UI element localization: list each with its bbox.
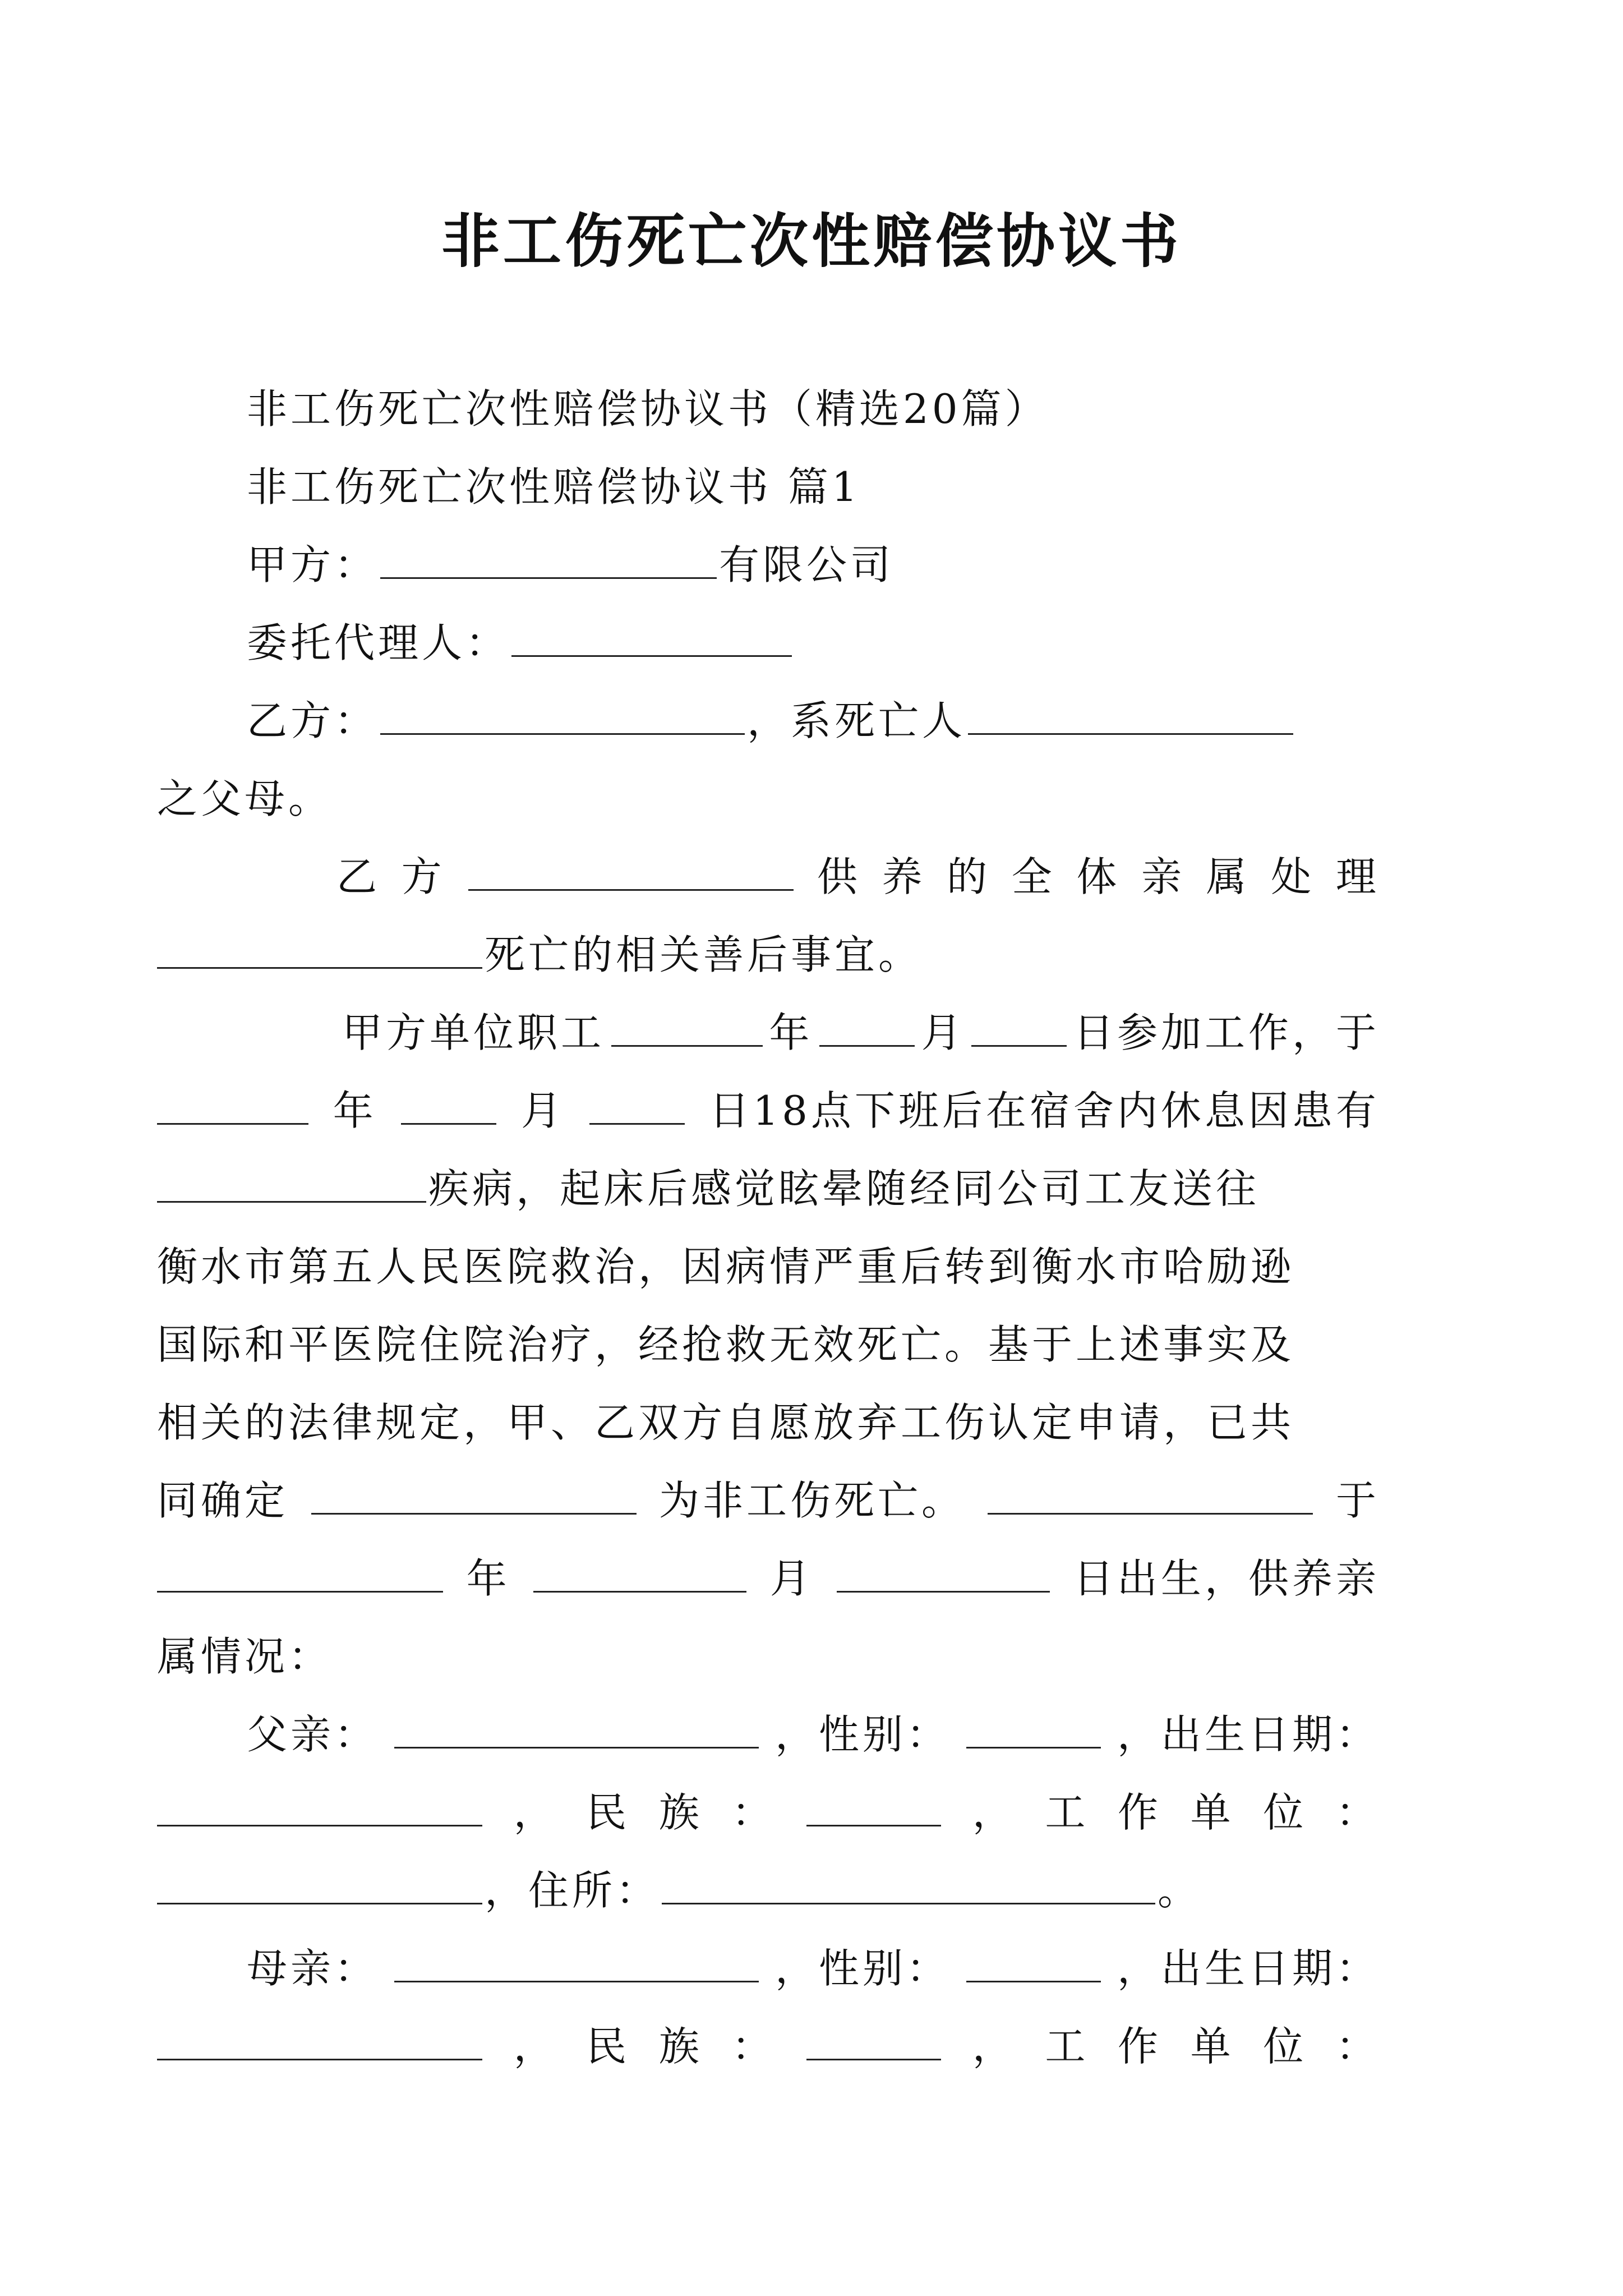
party-b-relation: ，系死亡人 xyxy=(747,697,966,744)
father-birthdate-blank[interactable] xyxy=(157,1791,482,1826)
father-ethnic-char: 作 xyxy=(1117,1789,1161,1836)
deceased-name-blank-2[interactable] xyxy=(988,1479,1313,1515)
mother-ethnic-char: 民 xyxy=(586,2023,630,2070)
narrative-text: 日出生，供养亲 xyxy=(1073,1555,1380,1602)
father-name-blank[interactable] xyxy=(394,1713,759,1749)
support-tail-line xyxy=(157,916,1380,994)
father-ethnic-char: 工 xyxy=(1045,1789,1089,1836)
narrative-text: 疾病，起床后感觉眩晕随经同公司工友送往 xyxy=(428,1165,1260,1212)
father-workplace-blank[interactable] xyxy=(157,1869,482,1904)
narrative-text: 为非工伤死亡。 xyxy=(658,1477,965,1524)
narrative-line-3 xyxy=(157,1150,1380,1228)
support-char: 乙 xyxy=(336,853,381,900)
support-char: 亲 xyxy=(1141,853,1185,900)
support-char: 处 xyxy=(1271,853,1315,900)
father-ethnic-char: ， xyxy=(513,1789,557,1836)
support-blank[interactable] xyxy=(468,855,794,891)
birth-year-blank[interactable] xyxy=(157,1557,443,1593)
support-char: 方 xyxy=(401,853,445,900)
father-ethnic-char: 族 xyxy=(658,1789,703,1836)
father-gender-label: ，性别： xyxy=(774,1711,950,1758)
narrative-line-5: 国际和平医院住院治疗，经抢救无效死亡。基于上述事实及 xyxy=(157,1321,1295,1368)
mother-gender-blank[interactable] xyxy=(966,1947,1101,1982)
mother-ethnic-char: 位 xyxy=(1263,2023,1307,2070)
father-ethnic-char: ， xyxy=(972,1789,1016,1836)
mother-ethnic-char: ： xyxy=(1335,2023,1380,2070)
party-b-wrap: 之父母。 xyxy=(157,775,333,822)
narrative-text: 同确定 xyxy=(157,1477,289,1524)
narrative-text: 于 xyxy=(1335,1477,1380,1524)
mother-ethnic-blank[interactable] xyxy=(806,2025,941,2060)
narrative-text: 日参加工作，于 xyxy=(1073,1009,1380,1056)
mother-ethnic-char: ， xyxy=(972,2023,1016,2070)
birth-day-blank[interactable] xyxy=(837,1557,1050,1593)
father-address-label: ，住所： xyxy=(485,1867,660,1914)
section-heading: 非工伤死亡次性赔偿协议书 篇1 xyxy=(247,463,861,510)
party-a-suffix: 有限公司 xyxy=(719,541,895,588)
agent-line xyxy=(247,604,1380,682)
agent-name-blank[interactable] xyxy=(511,622,792,657)
father-ethnic-char: ： xyxy=(731,1789,776,1836)
document-body xyxy=(157,370,1380,2086)
father-ethnic-blank[interactable] xyxy=(806,1791,941,1826)
mother-birthdate-blank[interactable] xyxy=(157,2025,482,2060)
narrative-text: 月 xyxy=(520,1087,565,1134)
deceased-name-blank[interactable] xyxy=(968,700,1293,735)
party-a-name-blank[interactable] xyxy=(380,544,717,579)
birth-month-blank[interactable] xyxy=(533,1557,746,1593)
father-ethnic-char: 单 xyxy=(1190,1789,1234,1836)
father-ethnic-char: 民 xyxy=(586,1789,630,1836)
narrative-line-1 xyxy=(247,994,1380,1072)
support-char: 理 xyxy=(1335,853,1380,900)
support-char: 养 xyxy=(882,853,926,900)
party-b-name-blank[interactable] xyxy=(380,700,745,735)
narrative-text: 年 xyxy=(466,1555,510,1602)
father-ethnic-char: ： xyxy=(1335,1789,1380,1836)
narrative-line-2 xyxy=(157,1072,1380,1150)
support-char: 的 xyxy=(947,853,991,900)
mother-line-2 xyxy=(157,2008,1380,2086)
party-a-label: 甲方： xyxy=(247,541,379,588)
confirm-name-blank[interactable] xyxy=(311,1479,637,1515)
mother-ethnic-char: ， xyxy=(513,2023,557,2070)
deceased-blank[interactable] xyxy=(157,933,482,969)
join-year-blank[interactable] xyxy=(611,1011,763,1047)
agent-label: 委托代理人： xyxy=(247,619,510,666)
father-line-3 xyxy=(157,1852,1380,1930)
event-year-blank[interactable] xyxy=(157,1089,308,1125)
father-birth-label: ，出生日期： xyxy=(1117,1711,1380,1758)
narrative-line-6: 相关的法律规定，甲、乙双方自愿放弃工伤认定申请，已共 xyxy=(157,1399,1295,1446)
narrative-line-4: 衡水市第五人民医院救治，因病情严重后转到衡水市哈励逊 xyxy=(157,1243,1295,1290)
support-char: 供 xyxy=(817,853,861,900)
narrative-text: 年 xyxy=(333,1087,377,1134)
mother-ethnic-char: 作 xyxy=(1117,2023,1161,2070)
mother-name-blank[interactable] xyxy=(394,1947,759,1982)
father-gender-blank[interactable] xyxy=(966,1713,1101,1749)
event-month-blank[interactable] xyxy=(401,1089,496,1125)
father-line-2 xyxy=(157,1774,1380,1852)
document-title: 非工伤死亡次性赔偿协议书 xyxy=(441,207,1182,275)
mother-ethnic-char: 工 xyxy=(1045,2023,1089,2070)
father-label: 父亲： xyxy=(247,1711,379,1758)
mother-ethnic-char: 单 xyxy=(1190,2023,1234,2070)
narrative-text: 日18点下班后在宿舍内休息因患有 xyxy=(709,1087,1380,1134)
mother-ethnic-char: ： xyxy=(731,2023,776,2070)
narrative-line-7 xyxy=(157,1462,1380,1540)
mother-label: 母亲： xyxy=(247,1945,379,1992)
narrative-text: 月 xyxy=(769,1555,814,1602)
mother-line-1 xyxy=(247,1930,1380,2008)
mother-ethnic-char: 族 xyxy=(658,2023,703,2070)
support-line xyxy=(247,838,1380,916)
event-day-blank[interactable] xyxy=(589,1089,685,1125)
support-tail: 死亡的相关善后事宜。 xyxy=(485,931,923,978)
mother-gender-label: ，性别： xyxy=(774,1945,950,1992)
narrative-text: 甲方单位职工 xyxy=(342,1009,605,1056)
narrative-text: 月 xyxy=(921,1009,965,1056)
support-char: 体 xyxy=(1076,853,1121,900)
father-address-blank[interactable] xyxy=(662,1869,1155,1904)
party-b-label: 乙方： xyxy=(247,697,379,744)
father-ethnic-char: 位 xyxy=(1263,1789,1307,1836)
join-day-blank[interactable] xyxy=(971,1011,1067,1047)
narrative-line-9: 属情况： xyxy=(157,1633,333,1680)
disease-blank[interactable] xyxy=(157,1167,426,1203)
party-b-line xyxy=(247,682,1380,760)
narrative-line-8 xyxy=(157,1540,1380,1618)
mother-birth-label: ，出生日期： xyxy=(1117,1945,1380,1992)
subtitle: 非工伤死亡次性赔偿协议书（精选20篇） xyxy=(247,385,1049,432)
father-line-1 xyxy=(247,1696,1380,1774)
narrative-text: 年 xyxy=(769,1009,813,1056)
support-char: 全 xyxy=(1011,853,1055,900)
party-a-line xyxy=(247,526,1380,604)
join-month-blank[interactable] xyxy=(819,1011,915,1047)
father-end: 。 xyxy=(1158,1867,1202,1914)
support-char: 属 xyxy=(1206,853,1250,900)
